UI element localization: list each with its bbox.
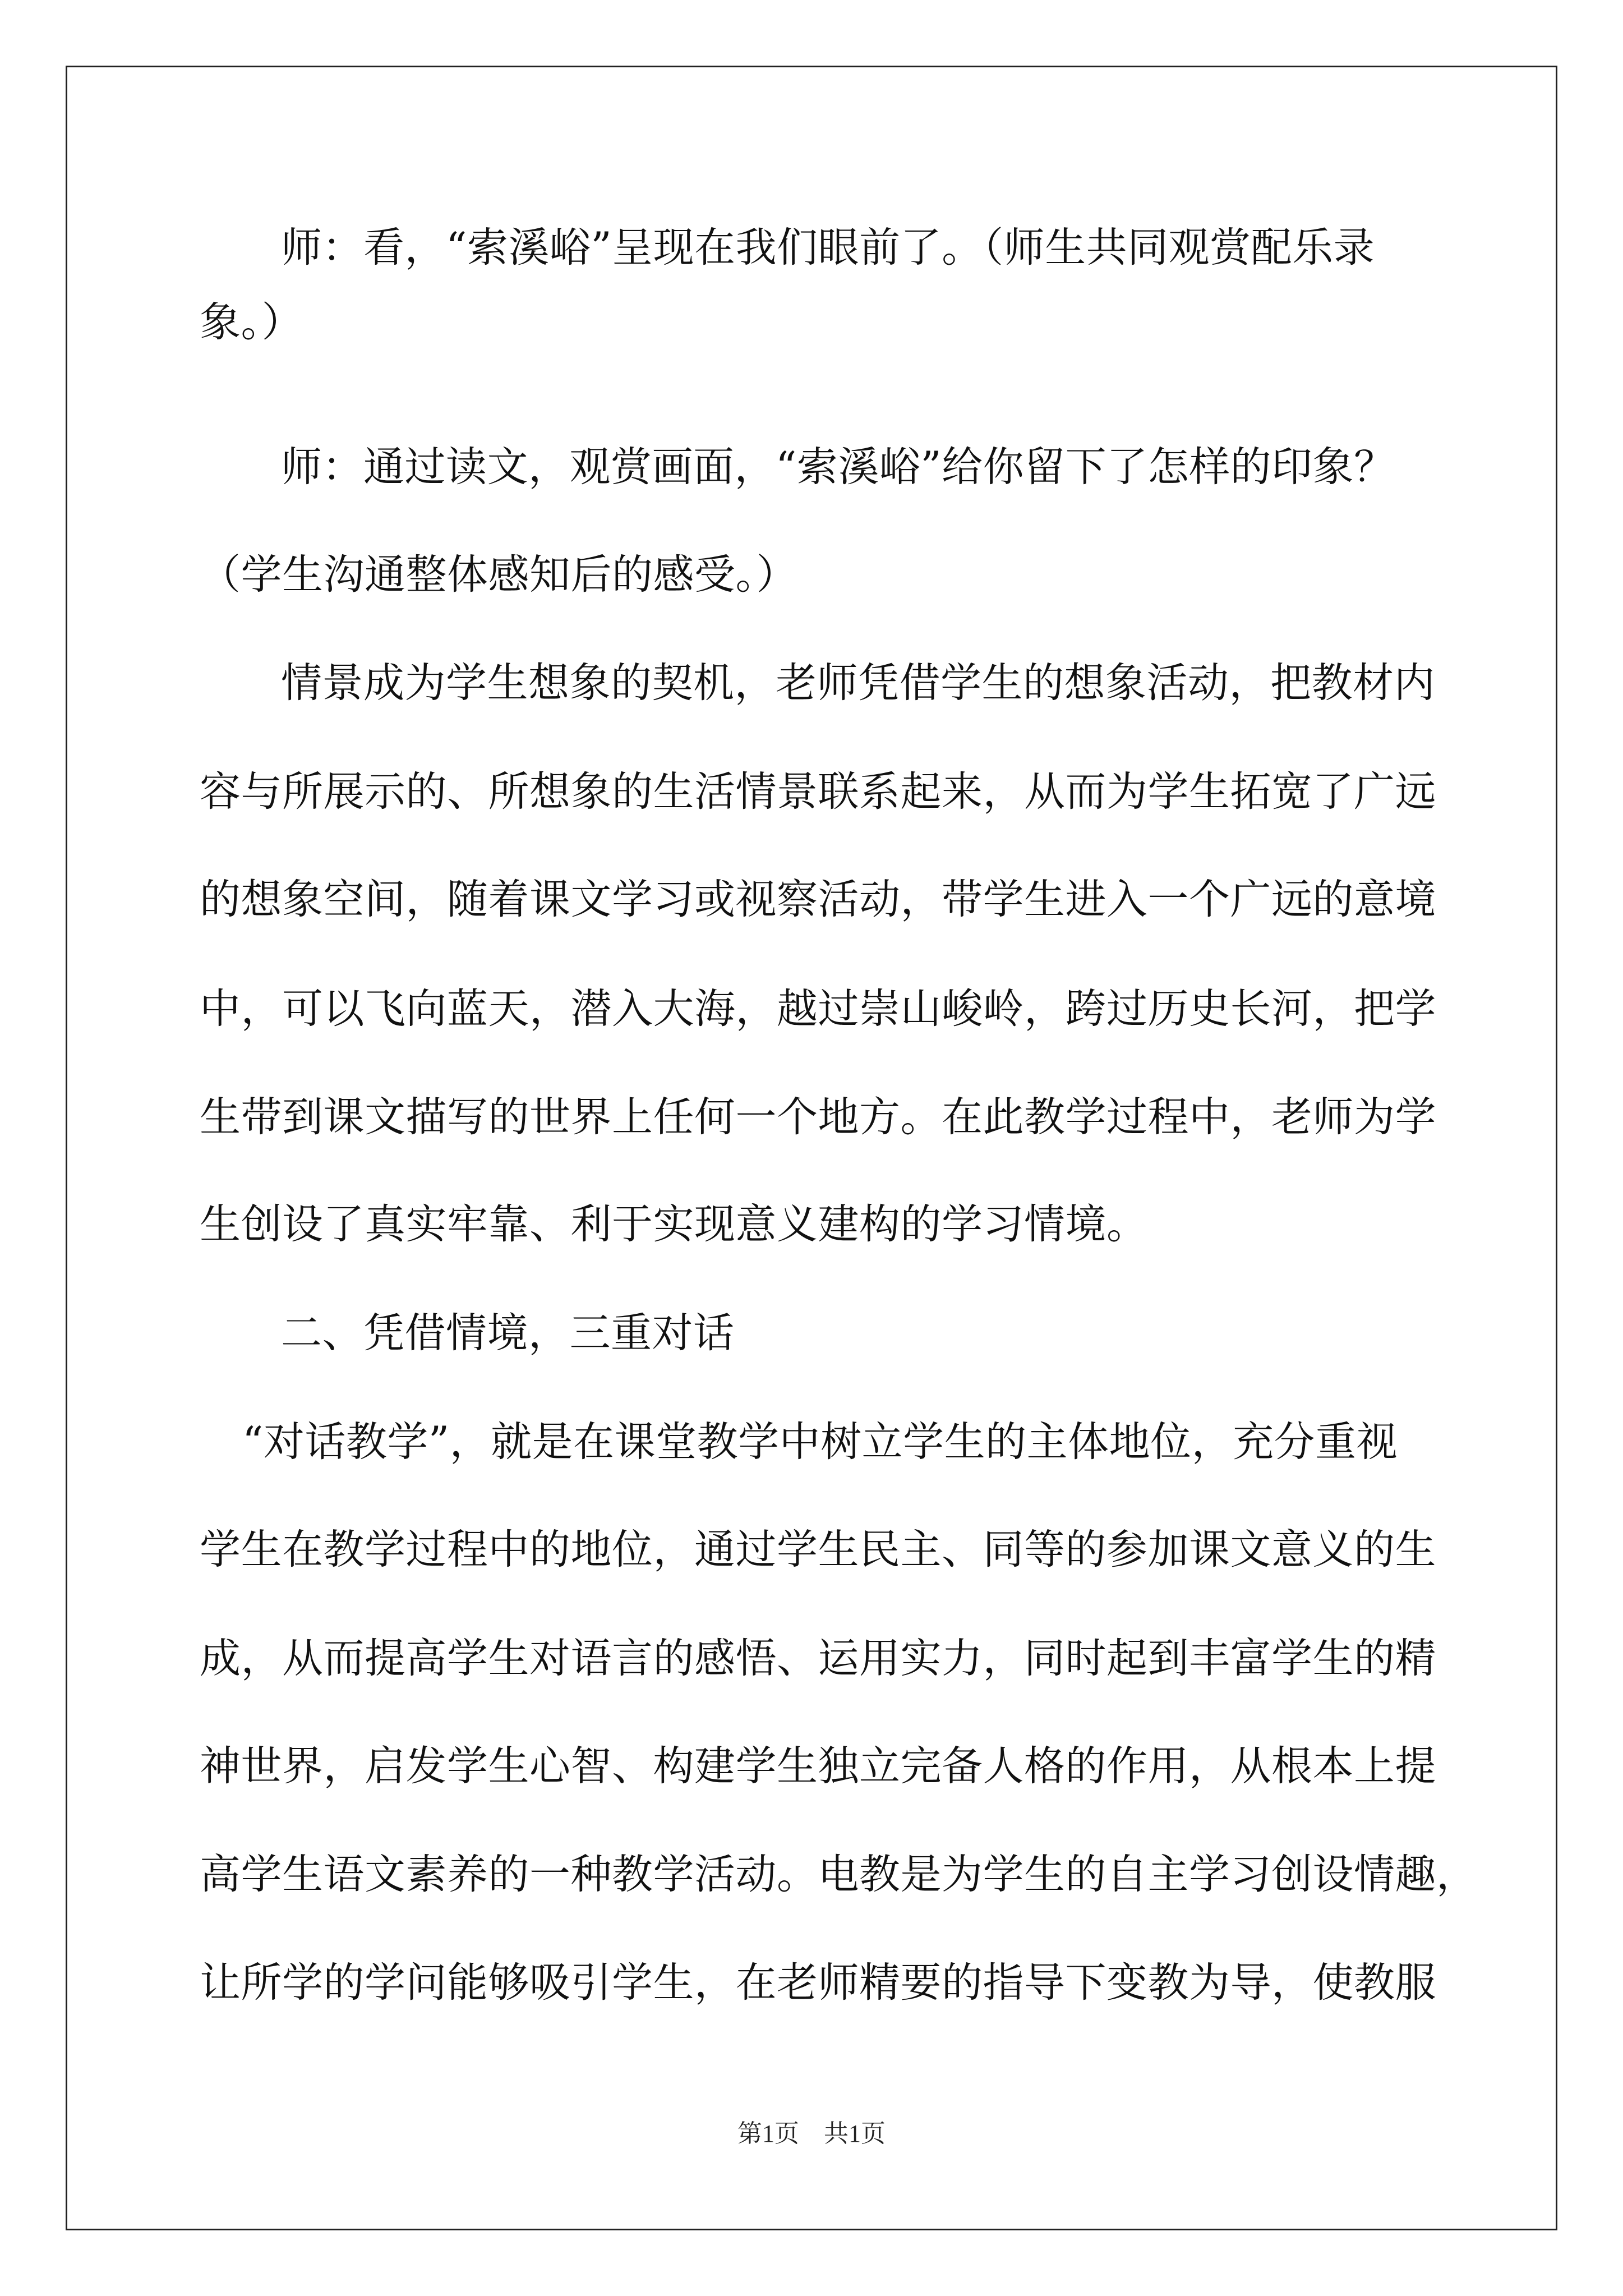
text-line: 让所学的学问能够吸引学生，在老师精要的指导下变教为导，使教服 xyxy=(200,1959,1436,2007)
text-line: 生带到课文描写的世界上任何一个地方。在此教学过程中，老师为学 xyxy=(200,1093,1436,1141)
text-line: 师：看，“索溪峪”呈现在我们眼前了。（师生共同观赏配乐录 xyxy=(281,224,1375,272)
page-number-label: 第1页 共1页 xyxy=(737,2120,886,2147)
page-border xyxy=(66,66,1557,2230)
text-line: 师：通过读文，观赏画面，“索溪峪”给你留下了怎样的印象？ xyxy=(281,443,1395,491)
text-line: 生创设了真实牢靠、利于实现意义建构的学习情境。 xyxy=(200,1200,1148,1248)
text-line: 成，从而提高学生对语言的感悟、运用实力，同时起到丰富学生的精 xyxy=(200,1635,1436,1682)
page-footer xyxy=(0,2122,1623,2146)
text-line: 学生在教学过程中的地位，通过学生民主、同等的参加课文意义的生 xyxy=(200,1526,1436,1573)
text-line: 中，可以飞向蓝天，潜入大海，越过崇山峻岭，跨过历史长河，把学 xyxy=(200,985,1436,1033)
section-heading: 二、凭借情境，三重对话 xyxy=(281,1309,735,1357)
text-line: 高学生语文素养的一种教学活动。电教是为学生的自主学习创设情趣， xyxy=(200,1851,1478,1898)
text-line: （学生沟通整体感知后的感受。） xyxy=(200,551,797,599)
text-line: “对话教学”，就是在课堂教学中树立学生的主体地位，充分重视 xyxy=(242,1418,1398,1466)
text-line: 的想象空间，随着课文学习或视察活动，带学生进入一个广远的意境 xyxy=(200,876,1436,923)
text-line: 情景成为学生想象的契机，老师凭借学生的想象活动，把教材内 xyxy=(281,659,1435,707)
text-line: 神世界，启发学生心智、构建学生独立完备人格的作用，从根本上提 xyxy=(200,1742,1436,1790)
text-line: 容与所展示的、所想象的生活情景联系起来，从而为学生拓宽了广远 xyxy=(200,768,1436,816)
text-line: 象。） xyxy=(200,298,303,346)
